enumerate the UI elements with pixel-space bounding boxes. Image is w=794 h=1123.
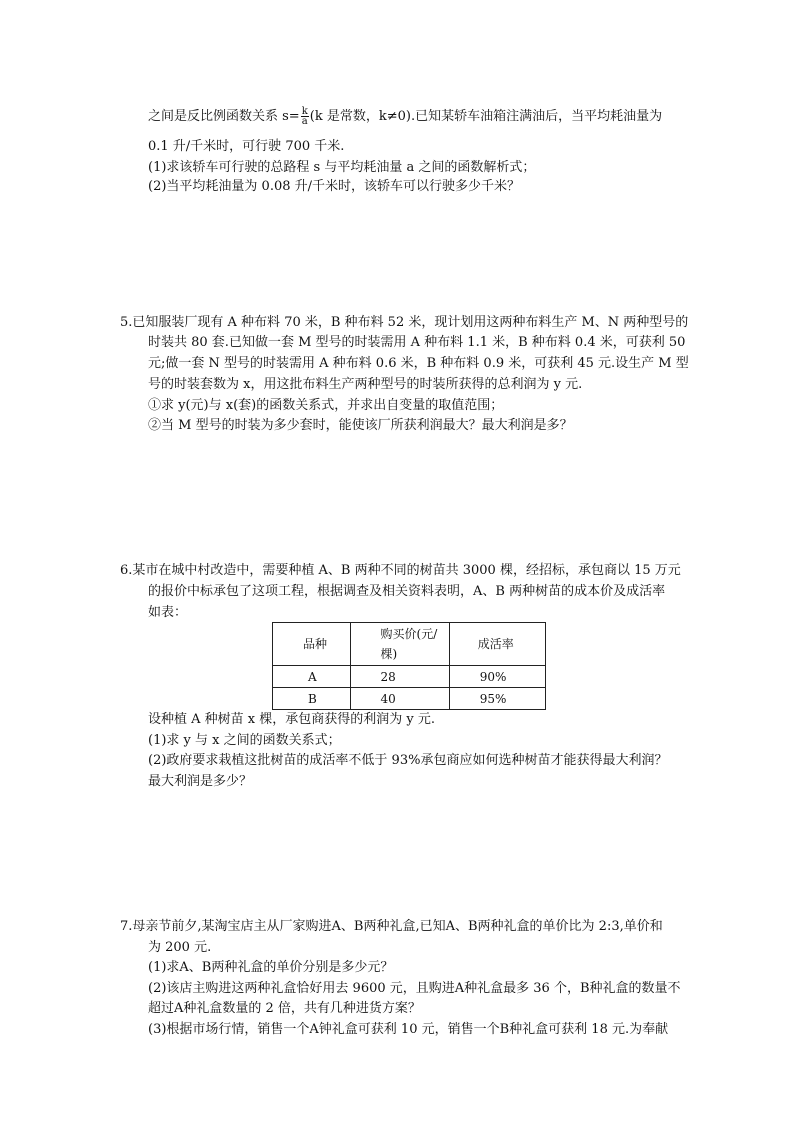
q6-line2: 的报价中标承包了这项工程，根据调查及相关资料表明，A、B 两种树苗的成本价及成活率 (148, 584, 666, 599)
cell-variety: A (273, 666, 351, 688)
q7-subquestion-1: (1)求A、B两种礼盒的单价分别是多少元？ (148, 960, 394, 975)
header-variety: 品种 (273, 623, 351, 666)
q7-line2: 为 200 元. (148, 940, 212, 955)
q7-line1: 7.母亲节前夕,某淘宝店主从厂家购进A、B两种礼盒,已知A、B两种礼盒的单价比为 2:3,单价和 (120, 919, 663, 934)
cell-price: 28 (350, 666, 449, 688)
q5-line4: 号的时装套数为 x，用这批布料生产两种型号的时装所获得的总利润为 y 元. (148, 377, 583, 392)
q5-subquestion-1: ①求 y(元)与 x(套)的函数关系式，并求出自变量的取值范围； (148, 398, 504, 413)
q6-subquestion-2b: 最大利润是多少？ (148, 774, 253, 789)
q5-line1: 5.已知服装厂现有 A 种布料 70 米，B 种布料 52 米，现计划用这两种布料生产 M、N 两种型号的 (120, 315, 689, 330)
q5-line2: 时装共 80 套.已知做一套 M 型号的时装需用 A 种布料 1.1 米，B 种布料 0.4 米，可获利 50 (148, 335, 686, 350)
q6-line1: 6.某市在城中村改造中，需要种植 A、B 两种不同的树苗共 3000 棵，经招标，承包商以 15 万元 (120, 563, 681, 578)
q6-line3: 如表： (148, 605, 188, 620)
q7-subquestion-3: (3)根据市场行情，销售一个A钟礼盒可获利 10 元，销售一个B种礼盒可获利 18 元.为奉献 (148, 1022, 669, 1037)
q5-subquestion-2: ②当 M 型号的时装为多少套时，能使该厂所获利润最大？最大利润是多？ (148, 418, 573, 433)
table-row (273, 666, 546, 688)
fraction-k-over-a: $\frac{k}{a}$ (301, 106, 308, 127)
q4-line2: 0.1 升/千米时，可行驶 700 千米. (148, 139, 345, 154)
q4-line1: 之间是反比例函数关系 s= $\frac{k}{a}$ (k 是常数，k≠0).已知某轿车油箱注满油后，当平均耗油量为 (148, 106, 663, 127)
cell-price: 40 (350, 688, 449, 710)
header-survival-rate: 成活率 (449, 623, 545, 666)
q7-subquestion-2a: (2)该店主购进这两种礼盒恰好用去 9600 元，且购进A种礼盒最多 36 个，B种礼盒的数量不 (148, 981, 681, 996)
q5-line3: 元;做一套 N 型号的时装需用 A 种布料 0.6 米，B 种布料 0.9 米，可获利 45 元.设生产 M 型 (148, 356, 689, 371)
seedling-cost-table (272, 622, 546, 710)
cell-variety: B (273, 688, 351, 710)
q7-subquestion-2b: 超过A种礼盒数量的 2 倍，共有几种进货方案？ (148, 1001, 421, 1016)
q6-subquestion-1: (1)求 y 与 x 之间的函数关系式； (148, 733, 341, 748)
header-price: 购买价(元/棵) (350, 623, 449, 666)
q6-subquestion-2a: (2)政府要求栽植这批树苗的成活率不低于 93%承包商应如何选种树苗才能获得最大利润？ (148, 753, 668, 768)
q4-subquestion-1: (1)求该轿车可行驶的总路程 s 与平均耗油量 a 之间的函数解析式； (148, 160, 536, 175)
table-row (273, 688, 546, 710)
cell-survival-rate: 90% (449, 666, 545, 688)
q4-subquestion-2: (2)当平均耗油量为 0.08 升/千米时，该轿车可以行驶多少千米？ (148, 179, 521, 194)
cell-survival-rate: 95% (449, 688, 545, 710)
q6-line4: 设种植 A 种树苗 x 棵，承包商获得的利润为 y 元. (148, 712, 435, 727)
table-header-row (273, 623, 546, 666)
